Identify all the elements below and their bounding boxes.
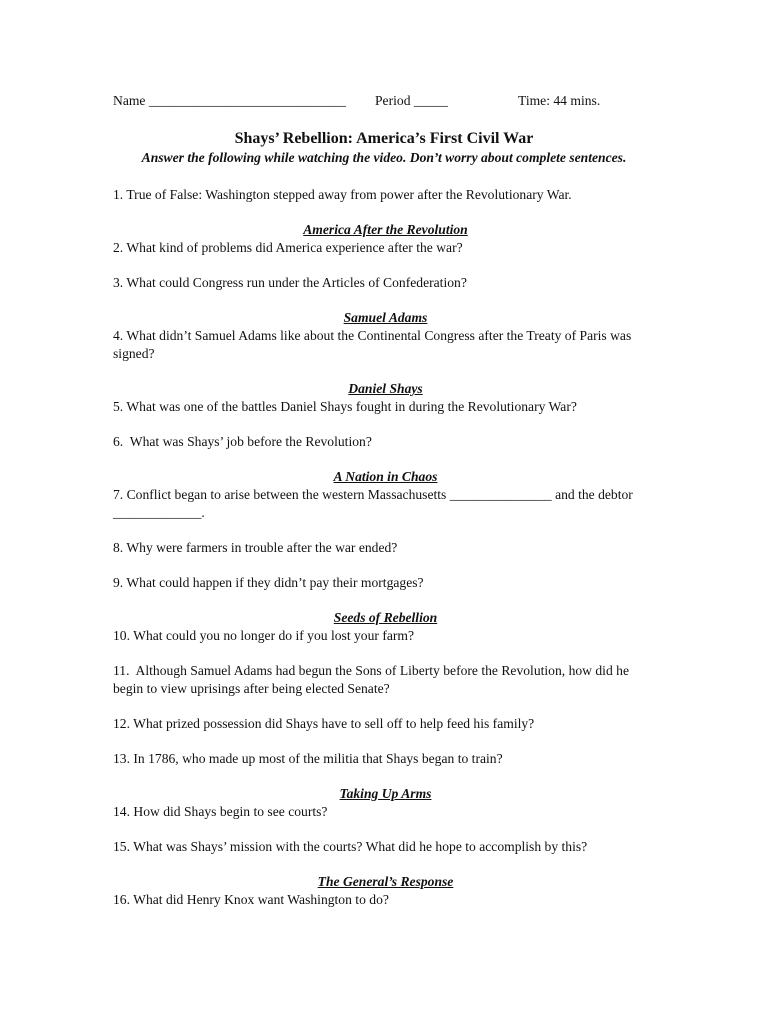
name-field: Name _____________________________ <box>113 93 346 108</box>
question-4: 4. What didn’t Samuel Adams like about the Continental Congress after the Treaty of Paris was signed? <box>113 328 635 361</box>
question-15: 15. What was Shays’ mission with the courts? What did he hope to accomplish by this? <box>113 839 588 854</box>
question-1: 1. True of False: Washington stepped away from power after the Revolutionary War. <box>113 187 572 202</box>
question-8: 8. Why were farmers in trouble after the war ended? <box>113 540 398 555</box>
student-info-header <box>113 93 673 113</box>
section-heading-america-after-revolution: America After the Revolution <box>303 222 468 237</box>
question-10: 10. What could you no longer do if you lost your farm? <box>113 628 415 643</box>
worksheet-title: Shays’ Rebellion: America’s First Civil War <box>234 130 534 147</box>
section-heading-samuel-adams: Samuel Adams <box>343 310 428 325</box>
section-heading-daniel-shays: Daniel Shays <box>348 381 423 396</box>
question-7: 7. Conflict began to arise between the western Massachusetts _______________ and the debtor _____________. <box>113 487 637 520</box>
question-16: 16. What did Henry Knox want Washington to do? <box>113 892 389 907</box>
question-2: 2. What kind of problems did America experience after the war? <box>113 240 463 255</box>
section-heading-seeds-of-rebellion: Seeds of Rebellion <box>333 610 438 625</box>
question-13: 13. In 1786, who made up most of the militia that Shays began to train? <box>113 751 503 766</box>
section-heading-generals-response: The General’s Response <box>317 874 454 889</box>
question-6: 6. What was Shays’ job before the Revolution? <box>113 434 372 449</box>
time-label: Time: 44 mins. <box>518 93 601 108</box>
period-field: Period _____ <box>375 93 448 108</box>
question-9: 9. What could happen if they didn’t pay their mortgages? <box>113 575 424 590</box>
question-14: 14. How did Shays begin to see courts? <box>113 804 328 819</box>
question-3: 3. What could Congress run under the Articles of Confederation? <box>113 275 467 290</box>
question-5: 5. What was one of the battles Daniel Shays fought in during the Revolutionary War? <box>113 399 577 414</box>
question-11: 11. Although Samuel Adams had begun the Sons of Liberty before the Revolution, how did he begin to view uprisings after being elected Senate? <box>113 663 633 696</box>
worksheet-instructions: Answer the following while watching the video. Don’t worry about complete sentences. <box>141 150 627 165</box>
question-12: 12. What prized possession did Shays have to sell off to help feed his family? <box>113 716 535 731</box>
section-heading-nation-in-chaos: A Nation in Chaos <box>333 469 438 484</box>
question-list <box>113 186 658 909</box>
section-heading-taking-up-arms: Taking Up Arms <box>339 786 432 801</box>
